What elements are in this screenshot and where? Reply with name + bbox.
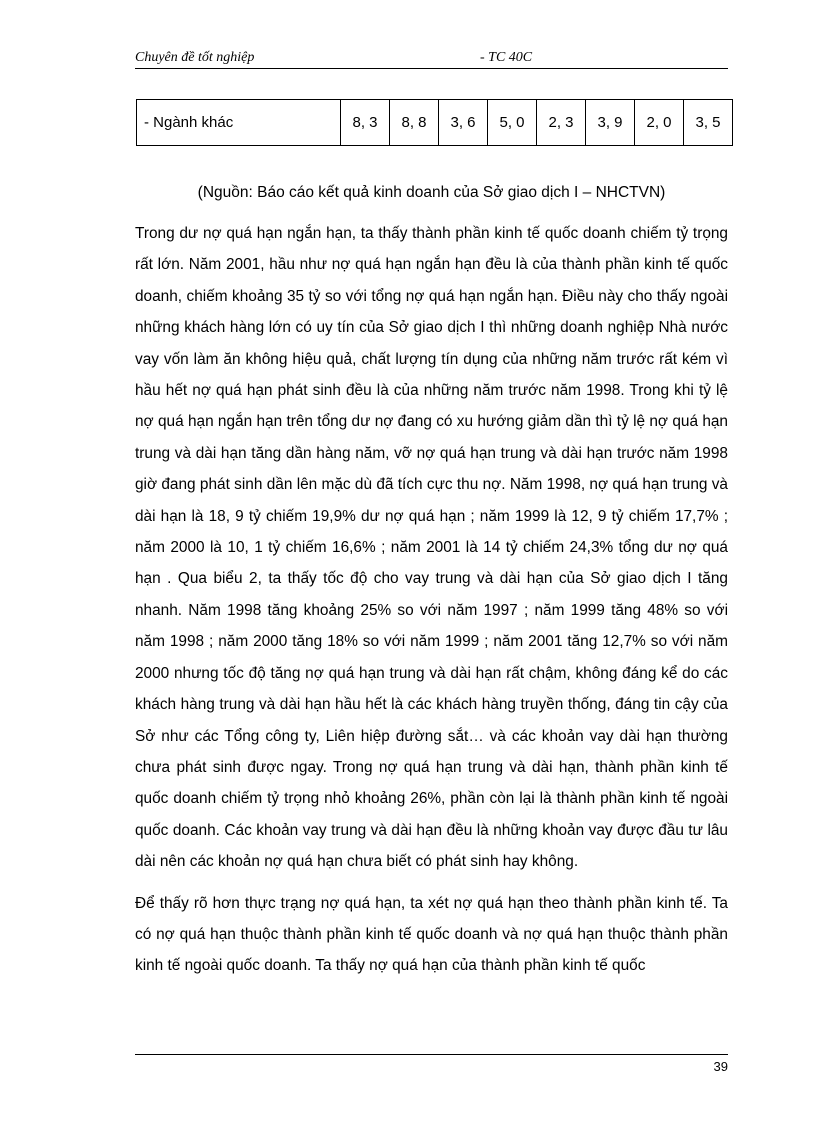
data-table — [136, 99, 733, 146]
page-header — [135, 46, 728, 69]
table-cell: 8, 3 — [341, 100, 390, 146]
paragraph: Trong dư nợ quá hạn ngắn hạn, ta thấy thành phần kinh tế quốc doanh chiếm tỷ trọng rất lớn. Năm 2001, hầu như nợ quá hạn ngắn hạn đều là của thành phần kinh tế quốc doanh, chiếm khoảng 35 tỷ so với tổng nợ quá hạn ngắn hạn. Điều này cho thấy ngoài những khách hàng lớn có uy tín của Sở giao dịch I thì những doanh nghiệp Nhà nước vay vốn làm ăn không hiệu quả, chất lượng tín dụng của những năm trước rất kém vì hầu hết nợ quá hạn phát sinh đều là của những năm trước năm 1998. Trong khi tỷ lệ nợ quá hạn ngắn hạn trên tổng dư nợ đang có xu hướng giảm dần thì tỷ lệ nợ quá hạn trung và dài hạn tăng dần hàng năm, vỡ nợ quá hạn trung và dài hạn trước năm 1998 giờ đang phát sinh dần lên mặc dù đã tích cực thu nợ. Năm 1998, nợ quá hạn trung và dài hạn là 18, 9 tỷ chiếm 19,9% dư nợ quá hạn ; năm 1999 là 12, 9 tỷ chiếm 17,7% ; năm 2000 là 10, 1 tỷ chiếm 16,6% ; năm 2001 là 14 tỷ chiếm 24,3% tổng dư nợ quá hạn . Qua biểu 2, ta thấy tốc độ cho vay trung và dài hạn của Sở giao dịch I tăng nhanh. Năm 1998 tăng khoảng 25% so với năm 1997 ; năm 1999 tăng 48% so với năm 1998 ; năm 2000 tăng 18% so với năm 1999 ; năm 2001 tăng 12,7% so với năm 2000 nhưng tốc độ tăng nợ quá hạn trung và dài hạn rất chậm, không đáng kể do các khách hàng trung và dài hạn hầu hết là các khách hàng truyền thống, đáng tin cậy của Sở như các Tổng công ty, Liên hiệp đường sắt… và các khoản vay dài hạn thường chưa phát sinh được ngay. Trong nợ quá hạn trung và dài hạn, thành phần kinh tế quốc doanh chiếm tỷ trọng nhỏ khoảng 26%, phần còn lại là thành phần kinh tế ngoài quốc doanh. Các khoản vay trung và dài hạn đều là những khoản vay được đầu tư lâu dài nên các khoản nợ quá hạn chưa biết có phát sinh hay không. — [135, 225, 728, 871]
header-class-code: - TC 40C — [480, 50, 533, 65]
table-row — [137, 100, 733, 146]
source-note: (Nguồn: Báo cáo kết quả kinh doanh của Sở giao dịch I – NHCTVN) — [197, 184, 666, 201]
table-cell: 3, 6 — [439, 100, 488, 146]
table-cell: 5, 0 — [488, 100, 537, 146]
page-number: 39 — [713, 1059, 728, 1074]
header-title: Chuyên đề tốt nghiệp — [135, 50, 255, 65]
paragraph: Để thấy rõ hơn thực trạng nợ quá hạn, ta xét nợ quá hạn theo thành phần kinh tế. Ta có nợ quá hạn thuộc thành phần kinh tế quốc doanh và nợ quá hạn thuộc thành phần kinh tế ngoài quốc doanh. Ta thấy nợ quá hạn của thành phần kinh tế quốc — [135, 894, 728, 975]
table-cell: 2, 0 — [635, 100, 684, 146]
body-text — [135, 218, 728, 982]
page-footer — [135, 1054, 728, 1079]
row-label: - Ngành khác — [137, 100, 341, 146]
table-cell: 8, 8 — [390, 100, 439, 146]
table-cell: 2, 3 — [537, 100, 586, 146]
table-cell: 3, 9 — [586, 100, 635, 146]
table-cell: 3, 5 — [684, 100, 733, 146]
